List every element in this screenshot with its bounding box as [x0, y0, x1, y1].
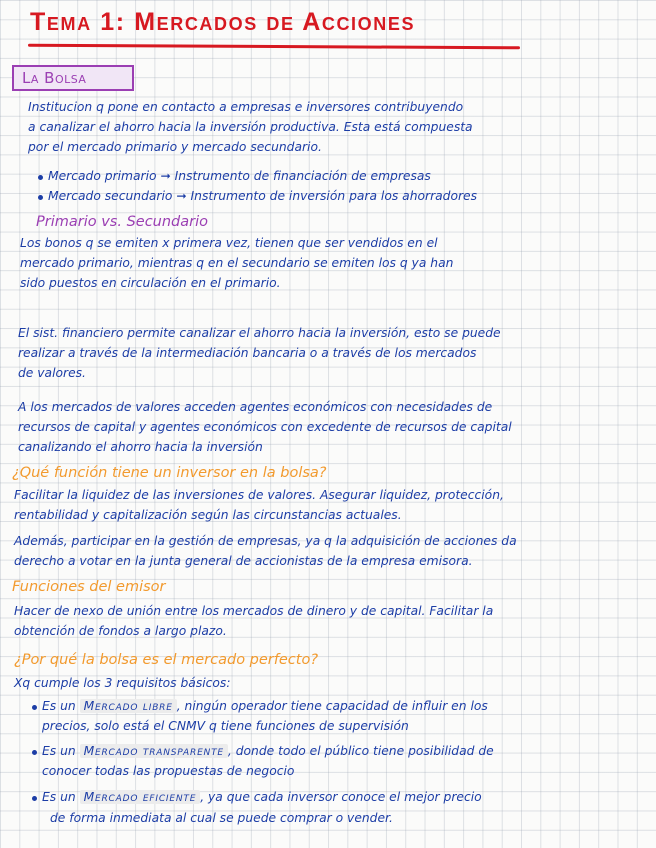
sistema-line: realizar a través de la intermediación bancaria o a través de los mercados — [18, 346, 477, 360]
intro-line: Institucion q pone en contacto a empresas e inversores contribuyendo — [28, 100, 464, 114]
q2-answer-line: obtención de fondos a largo plazo. — [14, 624, 227, 638]
vs-text-line: sido puestos en circulación en el primario. — [20, 276, 281, 290]
bullet-dot — [38, 195, 43, 200]
q1-answer-line: derecho a votar en la junta general de accionistas de la empresa emisora. — [14, 554, 473, 568]
requisito-mercado-eficiente — [42, 787, 482, 807]
requisito-line2: conocer todas las propuestas de negocio — [42, 764, 295, 778]
sistema-line: El sist. financiero permite canalizar el ahorro hacia la inversión, esto se puede — [18, 326, 501, 340]
req-pre: Es un — [42, 744, 76, 758]
question-funciones-emisor: Funciones del emisor — [12, 579, 166, 595]
q2-answer-line: Hacer de nexo de unión entre los mercados de dinero y de capital. Facilitar la — [14, 604, 494, 618]
section-box-la-bolsa: La Bolsa — [12, 65, 134, 91]
intro-line: a canalizar el ahorro hacia la inversión productiva. Esta está compuesta — [28, 120, 473, 134]
sistema-line: de valores. — [18, 366, 86, 380]
bullet-dot — [32, 796, 37, 801]
term-mercado-transparente: Mercado transparente — [80, 744, 228, 758]
q1-answer-line: Además, participar en la gestión de empresas, ya q la adquisición de acciones da — [14, 534, 517, 548]
vs-text-line: Los bonos q se emiten x primera vez, tienen que ser vendidos en el — [20, 236, 438, 250]
req-post: , ningún operador tiene capacidad de influir en los — [176, 699, 488, 713]
market-item-primario: Mercado primario ➞ Instrumento de financiación de empresas — [48, 169, 431, 183]
market-item-secundario: Mercado secundario ➞ Instrumento de inversión para los ahorradores — [48, 189, 478, 203]
question-funcion-inversor: ¿Qué función tiene un inversor en la bolsa? — [12, 465, 327, 481]
subheading-primario-vs-secundario: Primario vs. Secundario — [36, 214, 208, 230]
term-mercado-libre: Mercado libre — [80, 699, 177, 713]
req-post: , donde todo el público tiene posibilidad de — [227, 744, 494, 758]
question-mercado-perfecto: ¿Por qué la bolsa es el mercado perfecto? — [14, 652, 319, 668]
title-underline — [28, 44, 520, 50]
requisito-line2: precios, solo está el CNMV q tiene funciones de supervisión — [42, 719, 409, 733]
agentes-line: canalizando el ahorro hacia la inversión — [18, 440, 263, 454]
page-title: Tema 1: Mercados de Acciones — [30, 8, 416, 36]
requisito-line2: de forma inmediata al cual se puede comprar o vender. — [50, 811, 393, 825]
agentes-line: A los mercados de valores acceden agentes económicos con necesidades de — [18, 400, 493, 414]
term-mercado-eficiente: Mercado eficiente — [80, 790, 201, 804]
q1-answer-line: rentabilidad y capitalización según las circunstancias actuales. — [14, 508, 402, 522]
agentes-line: recursos de capital y agentes económicos con excedente de recursos de capital — [18, 420, 512, 434]
bullet-dot — [32, 750, 37, 755]
req-pre: Es un — [42, 699, 76, 713]
requisito-mercado-transparente — [42, 741, 494, 761]
bullet-dot — [38, 175, 43, 180]
intro-line: por el mercado primario y mercado secundario. — [28, 140, 322, 154]
req-post: , ya que cada inversor conoce el mejor precio — [200, 790, 482, 804]
q1-answer-line: Facilitar la liquidez de las inversiones de valores. Asegurar liquidez, protección, — [14, 488, 504, 502]
req-pre: Es un — [42, 790, 76, 804]
q3-intro: Xq cumple los 3 requisitos básicos: — [14, 676, 231, 690]
requisito-mercado-libre — [42, 696, 488, 716]
vs-text-line: mercado primario, mientras q en el secundario se emiten los q ya han — [20, 256, 454, 270]
bullet-dot — [32, 705, 37, 710]
